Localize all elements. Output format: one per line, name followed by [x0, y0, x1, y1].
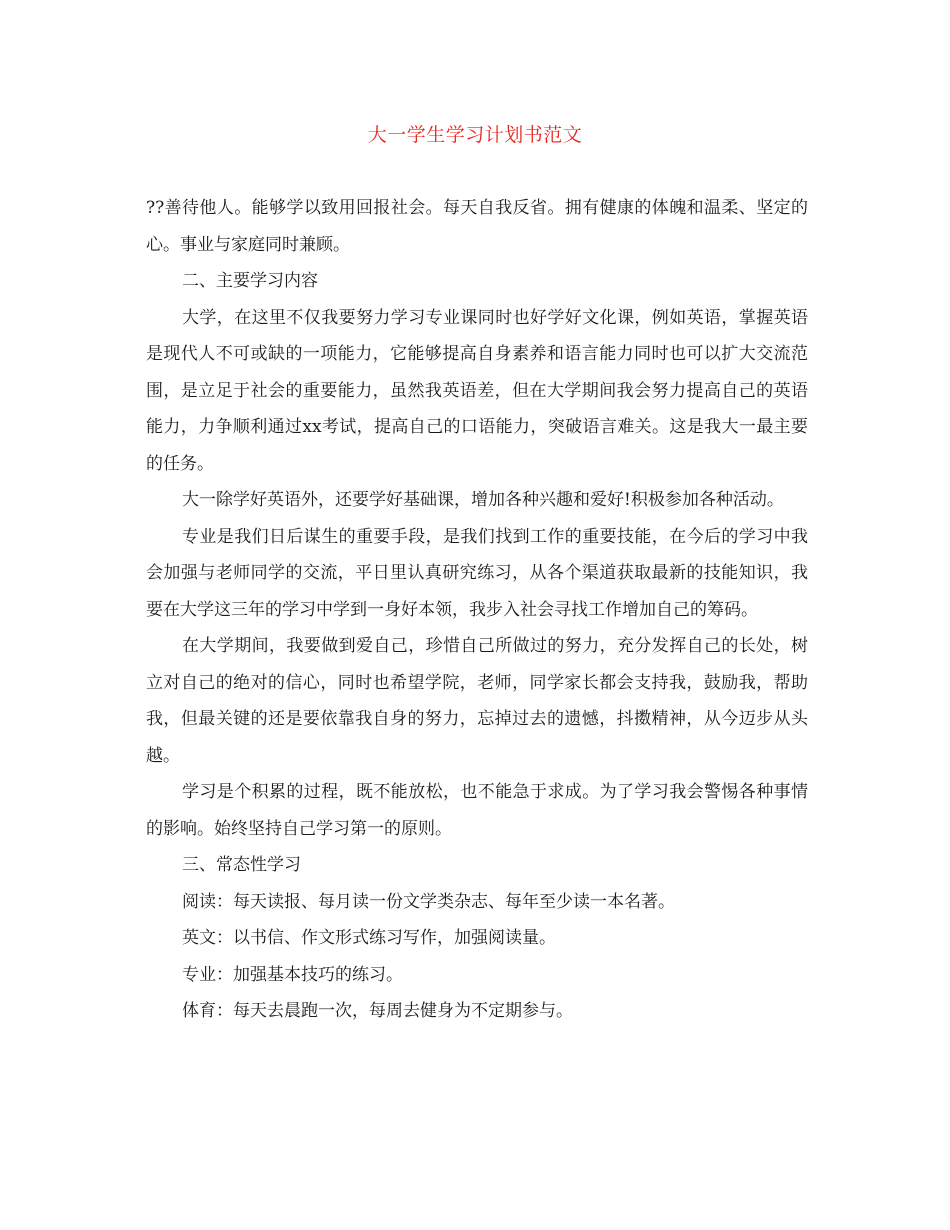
list-item-reading: 阅读：每天读报、每月读一份文学类杂志、每年至少读一本名著。 [182, 891, 675, 912]
document-title: 大一学生学习计划书范文 [367, 124, 583, 146]
paragraph-self: 在大学期间，我要做到爱自己，珍惜自己所做过的努力，充分发挥自己的长处，树立对自己的绝对的信心，同时也希望学院，老师，同学家长都会支持我，鼓励我，帮助我，但最关键的还是要依靠我自身的努力，忘掉过去的遗憾，抖擞精神，从今迈步从头越。 [146, 636, 808, 766]
paragraph-accumulation: 学习是个积累的过程，既不能放松，也不能急于求成。为了学习我会警惕各种事情的影响。始终坚持自己学习第一的原则。 [146, 782, 808, 839]
list-item-english: 英文：以书信、作文形式练习写作，加强阅读量。 [182, 928, 556, 948]
paragraph-major: 专业是我们日后谋生的重要手段，是我们找到工作的重要技能，在今后的学习中我会加强与老师同学的交流，平日里认真研究练习，从各个渠道获取最新的技能知识，我要在大学这三年的学习中学到一身好本领，我步入社会寻找工作增加自己的筹码。 [146, 526, 808, 620]
section-heading-main-content: 二、主要学习内容 [182, 271, 318, 291]
list-item-major: 专业：加强基本技巧的练习。 [182, 964, 403, 985]
list-item-sports: 体育：每天去晨跑一次，每周去健身为不定期参与。 [182, 1001, 573, 1021]
paragraph-english: 大学，在这里不仅我要努力学习专业课同时也好学好文化课，例如英语，掌握英语是现代人不可或缺的一项能力，它能够提高自身素养和语言能力同时也可以扩大交流范围，是立足于社会的重要能力，虽然我英语差，但在大学期间我会努力提高自己的英语能力，力争顺利通过xx考试，提高自己的口语能力，突破语言难关。这是我大一最主要的任务。 [146, 307, 808, 474]
paragraph-continuation: ??善待他人。能够学以致用回报社会。每天自我反省。拥有健康的体魄和温柔、坚定的心。事业与家庭同时兼顾。 [146, 198, 808, 255]
paragraph-basic-courses: 大一除学好英语外，还要学好基础课，增加各种兴趣和爱好!积极参加各种活动。 [182, 490, 784, 510]
document-body [146, 190, 808, 1030]
section-heading-regular-study: 三、常态性学习 [182, 855, 301, 875]
